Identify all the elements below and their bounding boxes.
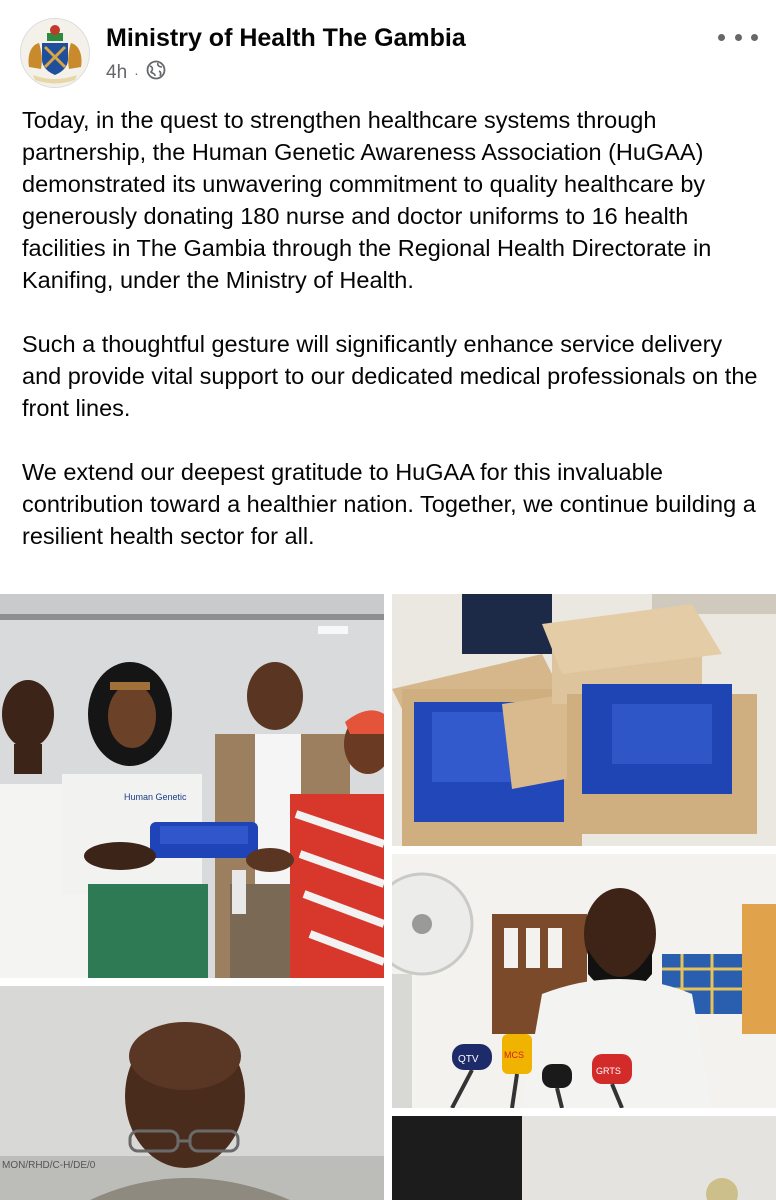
- shirt-logo-text: Human Genetic: [124, 792, 187, 802]
- page-name-link[interactable]: Ministry of Health The Gambia: [106, 24, 466, 52]
- globe-icon: [146, 60, 166, 86]
- mic-label: GRTS: [596, 1066, 621, 1076]
- board-text: MON/RHD/C-H/DE/0: [2, 1160, 96, 1171]
- post-paragraph: Today, in the quest to strengthen healthcare systems through partnership, the Human Genetic Awareness Association (HuGAA) demonstrated its unwavering commitment to quality healthcare by generously donating 180 nurse and doctor uniforms to 16 health facilities in The Gambia through the Regional Health Directorate in Kanifing, under the Ministry of Health.: [22, 107, 712, 293]
- post-body: [22, 104, 762, 584]
- post-paragraph: We extend our deepest gratitude to HuGAA for this invaluable contribution toward a healthier nation. Together, we continue building a resilient health sector for all.: [22, 459, 756, 549]
- mic-label: MCS: [504, 1050, 524, 1060]
- post-meta: [106, 60, 166, 86]
- photo-partial[interactable]: [392, 1116, 776, 1200]
- post-header: [0, 0, 776, 100]
- photo-uniform-handover[interactable]: [0, 594, 384, 978]
- meta-separator: ·: [134, 65, 139, 81]
- photo-uniform-boxes[interactable]: [392, 594, 776, 846]
- post-timestamp[interactable]: 4h: [106, 62, 128, 83]
- photo-official[interactable]: [0, 986, 384, 1200]
- photo-press-conference[interactable]: [392, 854, 776, 1108]
- page-avatar-coat-of-arms[interactable]: [20, 18, 90, 88]
- mic-label: QTV: [458, 1054, 479, 1065]
- post-paragraph: Such a thoughtful gesture will significantly enhance service delivery and provide vital support to our dedicated medical professionals on the front lines.: [22, 331, 758, 421]
- more-options-icon[interactable]: [718, 24, 758, 50]
